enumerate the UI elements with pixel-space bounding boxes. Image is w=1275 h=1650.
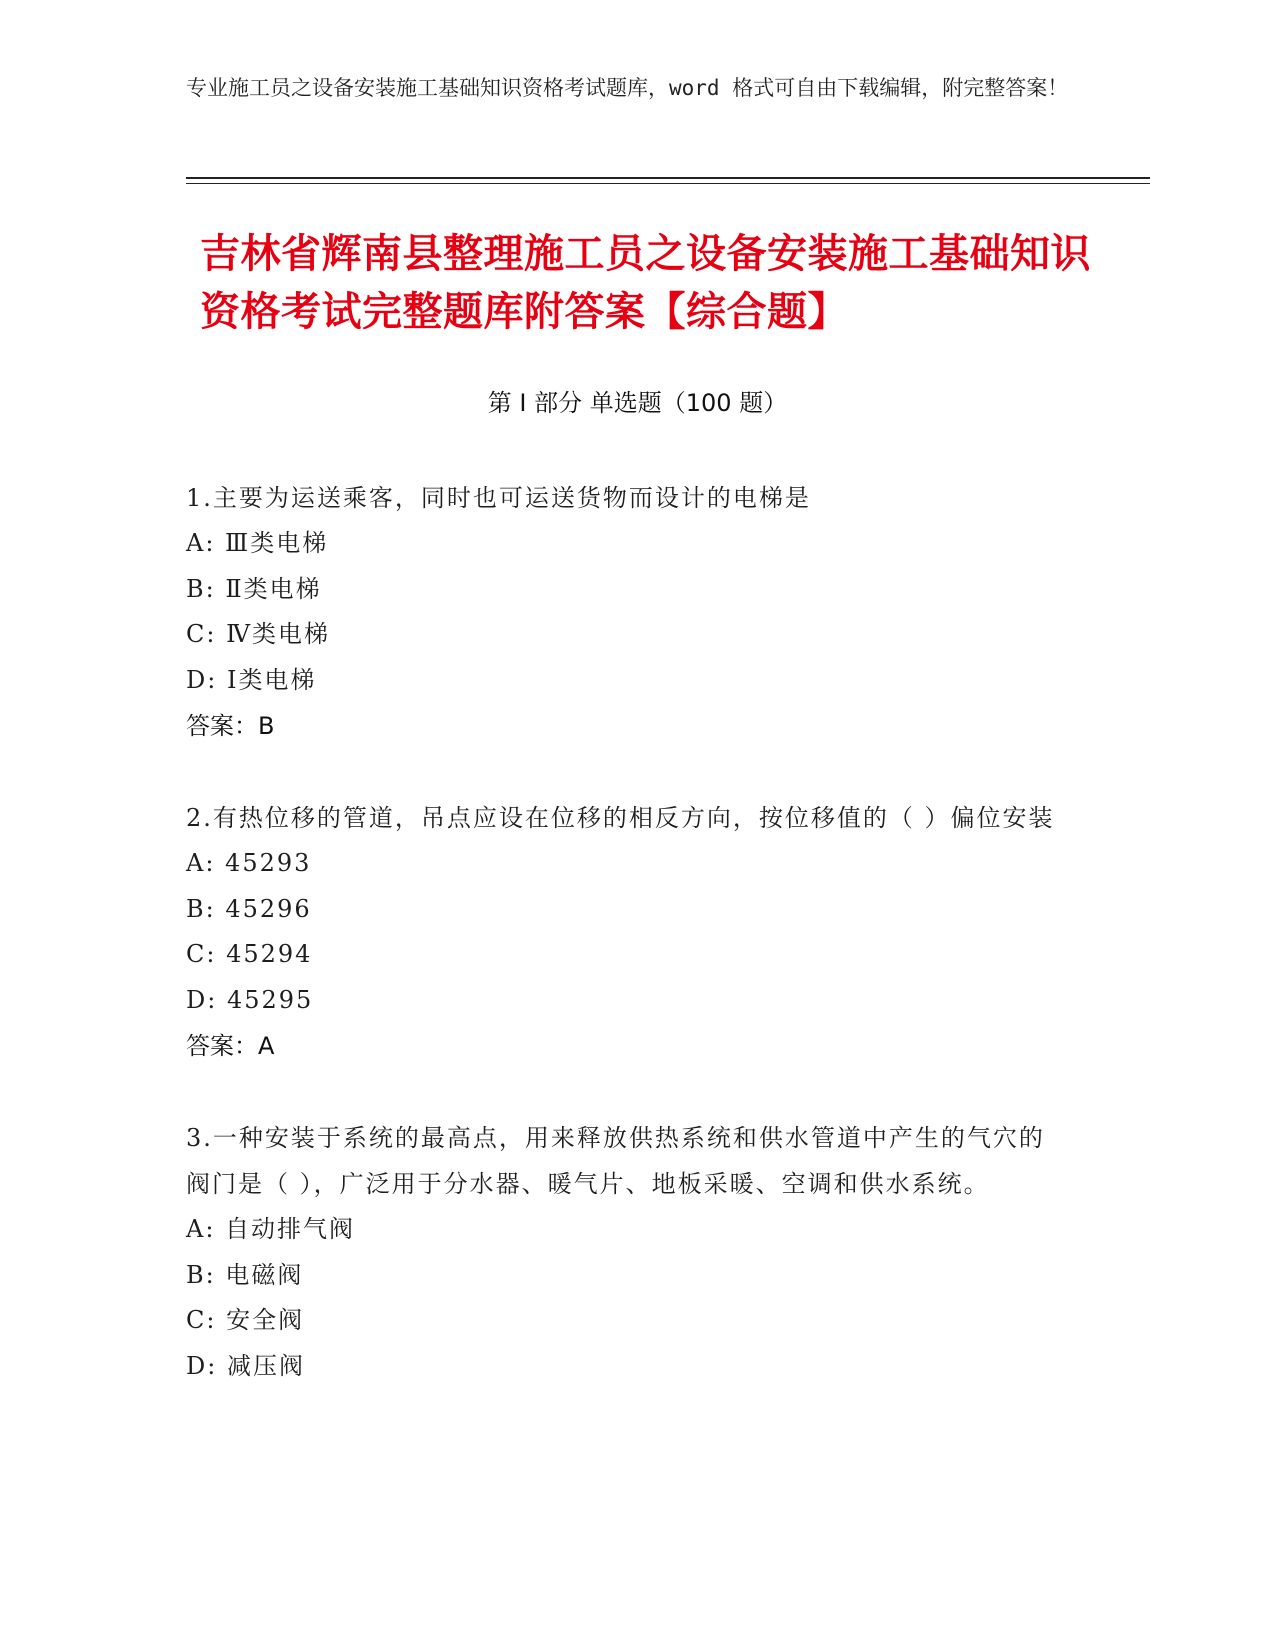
option-a: A: 45293 <box>186 849 312 877</box>
question-stem: 2.有热位移的管道，吊点应设在位移的相反方向，按位移值的（ ）偏位安装 <box>186 804 1055 832</box>
question-list <box>186 475 1066 1435</box>
option-a: A: 自动排气阀 <box>186 1215 356 1243</box>
option-d: D: 减压阀 <box>186 1351 305 1380</box>
option-b: B: Ⅱ类电梯 <box>186 574 322 603</box>
option-d: D: Ⅰ类电梯 <box>186 665 317 694</box>
header-note: 专业施工员之设备安装施工基础知识资格考试题库，word 格式可自由下载编辑，附完整答案！ <box>186 76 1069 100</box>
header-rule-thick <box>186 177 1150 179</box>
question-3 <box>186 1115 1066 1389</box>
option-d: D: 45295 <box>186 985 314 1014</box>
option-b: B: 45296 <box>186 894 312 923</box>
option-c: C: 45294 <box>186 940 313 968</box>
question-stem: 1.主要为运送乘客，同时也可运送货物而设计的电梯是 <box>186 484 811 512</box>
answer-line: 答案：A <box>186 1032 275 1060</box>
question-stem: 3.一种安装于系统的最高点，用来释放供热系统和供水管道中产生的气穴的阀门是（ ），广泛用于分水器、暖气片、地板采暖、空调和供水系统。 <box>186 1124 1045 1198</box>
option-b: B: 电磁阀 <box>186 1260 304 1289</box>
question-2 <box>186 795 1066 1069</box>
option-c: C: 安全阀 <box>186 1306 305 1334</box>
document-title: 吉林省辉南县整理施工员之设备安装施工基础知识资格考试完整题库附答案【综合题】 <box>200 231 1091 335</box>
option-a: A: Ⅲ类电梯 <box>186 529 329 557</box>
answer-line: 答案：B <box>186 712 275 740</box>
header-rule-thin <box>186 183 1150 184</box>
question-1 <box>186 475 1066 749</box>
section-title: 第 I 部分 单选题（100 题） <box>487 389 788 417</box>
option-c: C: Ⅳ类电梯 <box>186 620 331 648</box>
